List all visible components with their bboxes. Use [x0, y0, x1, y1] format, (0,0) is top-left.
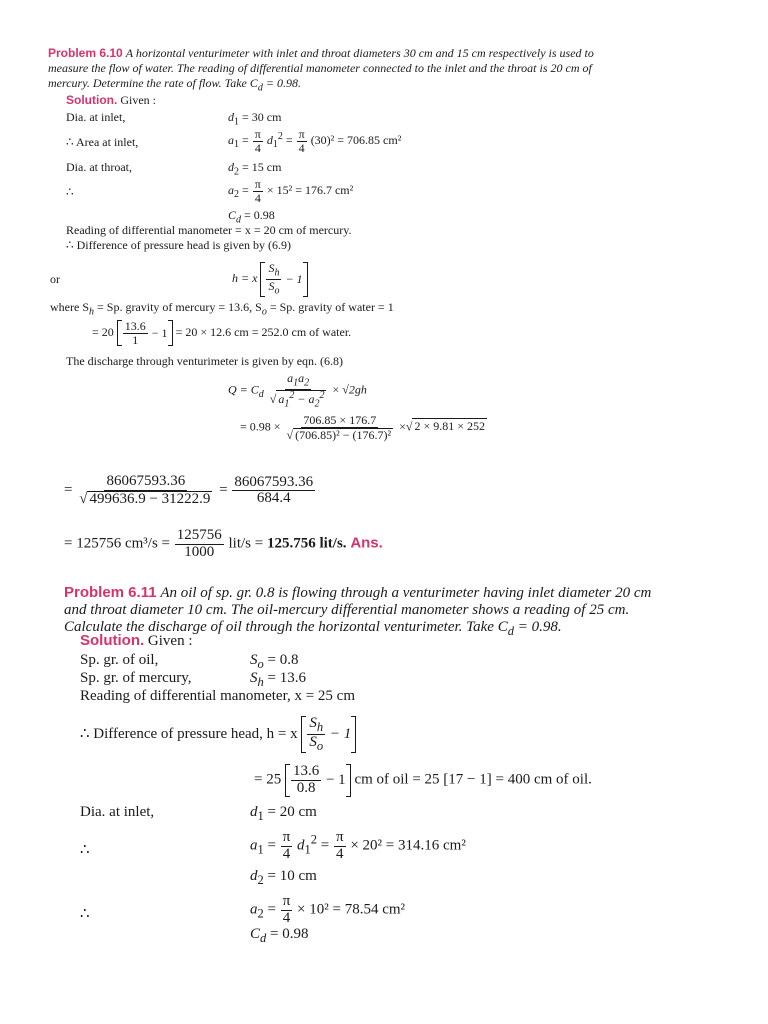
- answer-label: Ans.: [350, 534, 383, 552]
- or-label: or: [50, 272, 60, 286]
- big-fraction-line: = $\frac{86067593.36}{√ 499636.9 - 31222.9}$ = $\frac{86067593.36}{684.4}$: [64, 473, 314, 507]
- q-substitution: = 0.98 × $\frac{706.85 \times 176.7}{\text{√ (706.85)² − (176.7)²}}$ ×√ 2 × 9.81 × 252: [240, 413, 485, 442]
- d2-equation-6-11: $d_2 = 10$ cm: [250, 868, 317, 887]
- mercury-label: Sp. gr. of mercury,: [80, 670, 192, 686]
- oil-label: Sp. gr. of oil,: [80, 652, 159, 668]
- q-formula: $Q = C_d$ $\frac{a_1a_2}{√ a_1^2 - a_2^2}$ × √2gh: [228, 371, 367, 410]
- problem-6-11-statement: Problem 6.11 An oil of sp. gr. 0.8 is flowing through a venturimeter having inlet diameter 20 cm and throat diameter 10 cm. The oil-mercury differential manometer shows a reading of 25 cm. Calculate the discharge of oil through the horizontal venturimeter. Take $C_d = 0.98$.: [64, 584, 652, 638]
- dia-inlet-6-11: Dia. at inlet,: [80, 804, 155, 820]
- problem-6-10-statement: Problem 6.10 A horizontal venturimeter with inlet and throat diameters 30 cm and 15 cm respectively is used to measure the flow of water. The reading of differential manometer connected to the inlet and the throat is 20 cm of mercury. Determine the rate of flow. Take $C_d = 0.98$.: [48, 46, 594, 94]
- therefore-6-11-b: ∴: [80, 906, 90, 922]
- solution-heading-6-10: Solution. Given :: [66, 93, 156, 107]
- dia-throat-label: Dia. at throat,: [66, 160, 132, 174]
- problem-6-10-text: A horizontal venturimeter with inlet and throat diameters 30 cm and 15 cm respectively is used to measure the flow of water. The reading of differential manometer connected to the inlet and the throat is 20 cm of mercury. Determine the rate of flow. Take C: [48, 46, 594, 90]
- h-calculation-6-11: = 25 $\frac{13.6}{0.8}$ − 1 cm of oil = 25 [17 − 1] = 400 cm of oil.: [254, 763, 592, 796]
- a2-equation-6-11: $a_2$ = $\frac{\pi}{4}$ × 10² = 78.54 cm²: [250, 893, 406, 926]
- h-formula: h = x $\frac{S_h}{S_o}$ − 1: [232, 262, 308, 297]
- therefore-6-11-a: ∴: [80, 842, 90, 858]
- d1-equation-6-11: $d_1 = 20$ cm: [250, 804, 317, 823]
- cd-equation: $C_d = 0.98$: [228, 208, 275, 226]
- manometer-reading: Reading of differential manometer = x = 20 cm of mercury.: [66, 223, 352, 237]
- reading-6-11: Reading of differential manometer, x = 25 cm: [80, 688, 355, 704]
- problem-6-11-label: Problem 6.11: [64, 584, 157, 601]
- h-calculation: = 20 $\frac{13.6}{1}$ − 1 = 20 × 12.6 cm = 252.0 cm of water.: [92, 319, 352, 347]
- where-line: where $S_h = Sp$. gravity of mercury = 13.6, $S_o = Sp$. gravity of water = 1: [50, 300, 394, 318]
- cd-equation-6-11: $C_d = 0.98$: [250, 926, 309, 945]
- diff-pressure-text: ∴ Difference of pressure head is given by (6.9): [66, 238, 291, 252]
- diff-pressure-6-11: ∴ Difference of pressure head, h = x $\frac{S_h}{S_o}$ − 1: [80, 716, 356, 753]
- final-result-line: = 125756 cm³/s = $\frac{125756}{1000}$ lit/s = 125.756 lit/s. Ans.: [64, 527, 383, 560]
- a1-equation-6-11: $a_1$ = $\frac{\pi}{4}$ $d_1^2$ = $\frac{\pi}{4}$ × 20² = 314.16 cm²: [250, 829, 466, 862]
- mercury-equation: $S_h = 13.6$: [250, 670, 306, 689]
- a2-equation: $a_2$ = $\frac{\pi}{4}$ × 15² = 176.7 cm²: [228, 177, 354, 205]
- a1-equation: $a_1$ = $\frac{\pi}{4}$ $d_1^2$ = $\frac{\pi}{4}$ (30)² = 706.85 cm²: [228, 127, 402, 155]
- d2-equation: $d_2 = 15$ cm: [228, 160, 282, 178]
- solution-heading-6-11: Solution. Given :: [80, 632, 193, 649]
- problem-6-10-label: Problem 6.10: [48, 46, 123, 60]
- problem-6-11-text: An oil of sp. gr. 0.8 is flowing through a venturimeter having inlet diameter 20 cm and throat diameter 10 cm. The oil-mercury differential manometer shows a reading of 25 cm. Calculate the discharge of oil through the horizontal venturimeter. Take C: [64, 585, 652, 635]
- area-inlet-label: ∴ Area at inlet,: [66, 135, 139, 149]
- dia-inlet-label: Dia. at inlet,: [66, 110, 126, 124]
- oil-equation: $S_o = 0.8$: [250, 652, 299, 671]
- d1-equation: $d_1 = 30$ cm: [228, 110, 282, 128]
- therefore-symbol: ∴: [66, 185, 74, 199]
- discharge-text: The discharge through venturimeter is given by eqn. (6.8): [66, 354, 344, 368]
